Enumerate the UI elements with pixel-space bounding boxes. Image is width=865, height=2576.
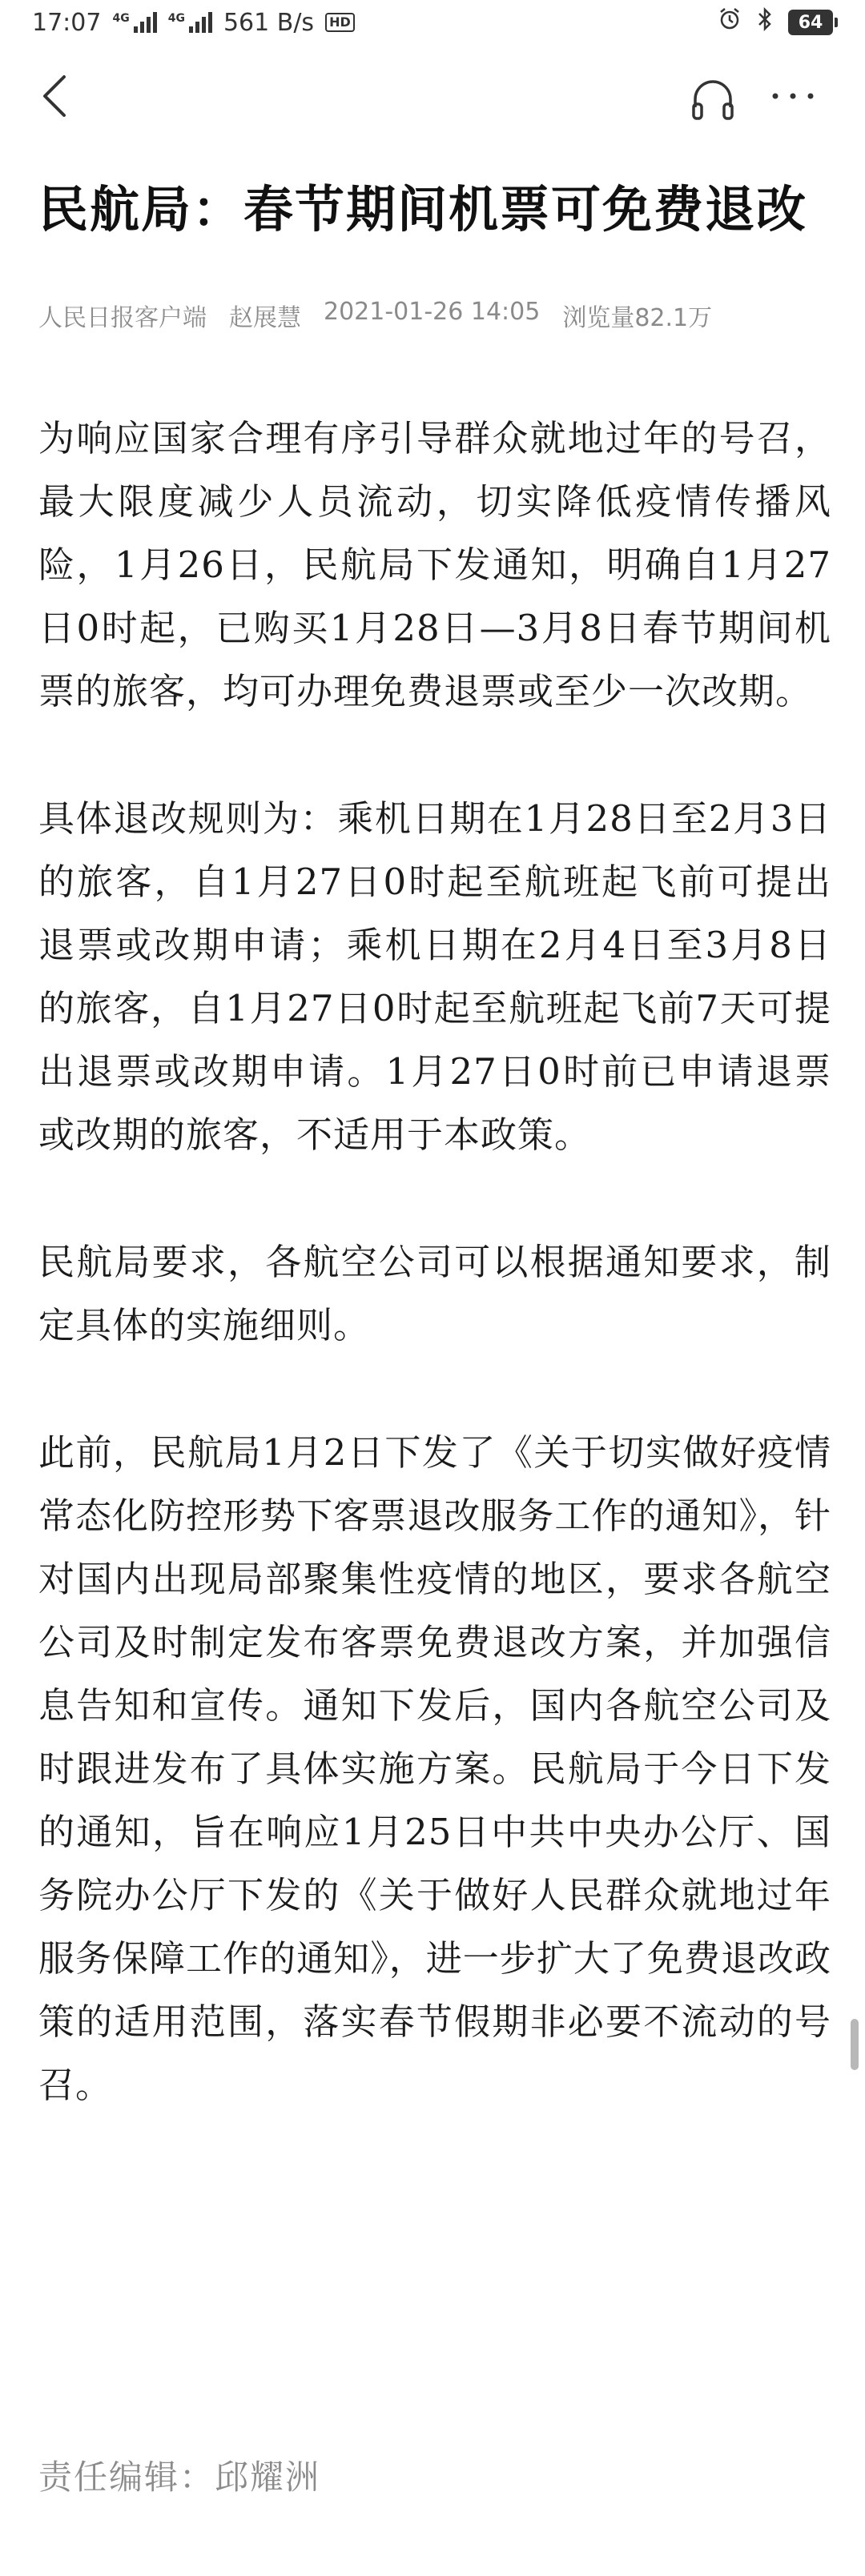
alarm-icon — [718, 7, 742, 38]
article-paragraph: 具体退改规则为：乘机日期在1月28日至2月3日的旅客，自1月27日0时起至航班起飞前可提出退票或改期申请；乘机日期在2月4日至3月8日的旅客，自1月27日0时起至航班起飞前7天可提出退票或改期申请。1月27日0时前已申请退票或改期的旅客，不适用于本政策。 — [38, 797, 831, 1156]
article-views: 浏览量82.1万 — [562, 304, 713, 332]
signal-label-1: 4G — [112, 12, 130, 25]
signal-icon — [112, 12, 156, 33]
listen-button[interactable] — [687, 74, 738, 125]
back-button[interactable] — [32, 74, 77, 118]
network-speed: 561 B/s — [223, 8, 315, 37]
hd-badge: HD — [325, 13, 355, 32]
article-author: 赵展慧 — [229, 304, 301, 332]
status-time: 17:07 — [32, 8, 102, 37]
signal-icon-2 — [168, 12, 212, 33]
battery-icon: 64 — [788, 10, 833, 35]
headphone-icon — [689, 75, 737, 123]
article-paragraph: 为响应国家合理有序引导群众就地过年的号召，最大限度减少人员流动，切实降低疫情传播风险，1月26日，民航局下发通知，明确自1月27日0时起，已购买1月28日—3月8日春节期间机票的旅客，均可办理免费退票或至少一次改期。 — [38, 417, 831, 712]
article-source: 人民日报客户端 — [38, 304, 207, 332]
article-body — [38, 407, 831, 2181]
article-paragraph: 民航局要求，各航空公司可以根据通知要求，制定具体的实施细则。 — [38, 1241, 831, 1346]
chevron-left-icon — [42, 74, 67, 118]
article-datetime: 2021-01-26 14:05 — [324, 298, 541, 326]
status-bar — [0, 0, 865, 45]
more-dots-icon — [769, 91, 817, 101]
more-button[interactable] — [761, 74, 825, 118]
status-left — [32, 9, 355, 37]
bluetooth-icon — [756, 7, 774, 38]
article-meta — [38, 298, 839, 333]
nav-bar — [0, 48, 865, 144]
signal-label-2: 4G — [167, 12, 185, 25]
article-paragraph: 此前，民航局1月2日下发了《关于切实做好疫情常态化防控形势下客票退改服务工作的通知》，针对国内出现局部聚集性疫情的地区，要求各航空公司及时制定发布客票免费退改方案，并加强信息告知和宣传。通知下发后，国内各航空公司及时跟进发布了具体实施方案。民航局于今日下发的通知，旨在响应1月25日中共中央办公厅、国务院办公厅下发的《关于做好人民群众就地过年服务保障工作的通知》，进一步扩大了免费退改政策的适用范围，落实春节假期非必要不流动的号召。 — [38, 1431, 831, 2106]
scrollbar[interactable] — [851, 2019, 859, 2070]
article-title: 民航局：春节期间机票可免费退改 — [38, 180, 808, 239]
article-editor: 责任编辑：邱耀洲 — [38, 2458, 321, 2497]
status-right — [718, 7, 833, 38]
